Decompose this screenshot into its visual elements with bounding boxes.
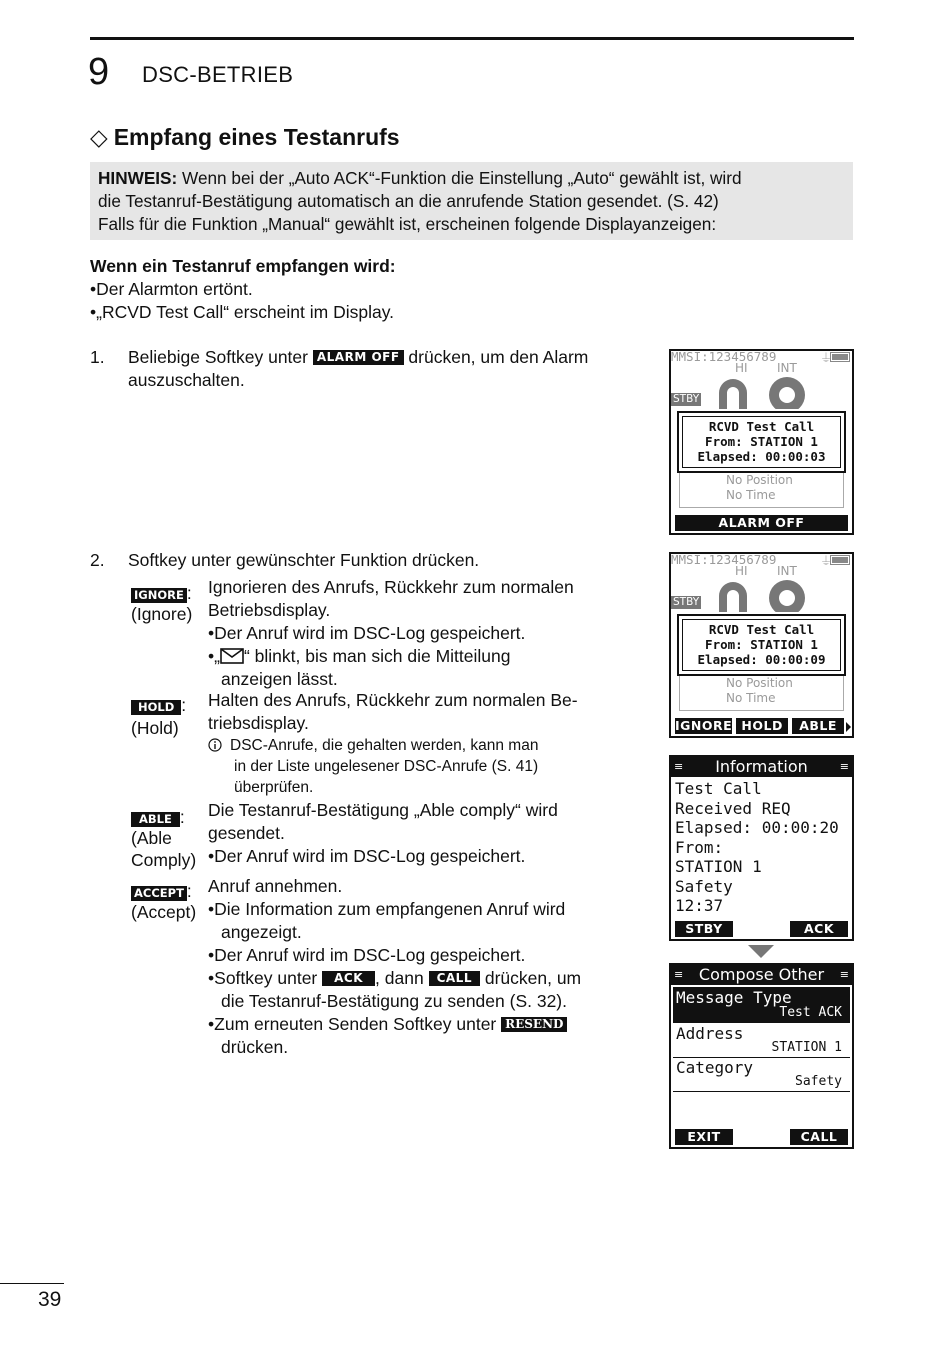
- information-lines: [671, 777, 852, 916]
- mmsi-label: MMSI:123456789: [671, 552, 777, 567]
- address-label: Address: [676, 1024, 744, 1043]
- softkey-stby[interactable]: STBY: [675, 921, 733, 937]
- hold-description: [208, 689, 648, 735]
- int-label: INT: [777, 361, 797, 375]
- no-position-label: No Position: [726, 473, 793, 487]
- header-rule: [90, 37, 854, 40]
- hold-info-1: DSC-Anrufe, die gehalten werden, kann man: [230, 737, 539, 754]
- note-label: HINWEIS:: [98, 168, 178, 188]
- softkey-bar: [675, 921, 848, 937]
- section-title-text: Empfang eines Testanrufs: [113, 124, 400, 150]
- popup-line-2: From: STATION 1: [705, 637, 818, 652]
- down-arrow-icon: [748, 945, 774, 958]
- stby-badge: STBY: [673, 393, 700, 405]
- message-type-value: Test ACK: [779, 1005, 842, 1020]
- softkey-bar: [675, 718, 844, 734]
- ignore-quote-open: „: [214, 646, 220, 666]
- no-time-label: No Time: [726, 691, 776, 705]
- step-1-before: Beliebige Softkey unter: [128, 347, 308, 367]
- received-bullet-2: „RCVD Test Call“ erscheint im Display.: [96, 302, 395, 322]
- channel-digits-icon: [715, 578, 815, 612]
- category-value: Safety: [795, 1074, 842, 1089]
- softkey-hold[interactable]: HOLD: [736, 718, 788, 734]
- note-line-3: Falls für die Funktion „Manual“ gewählt ist, erscheinen folgende Displayanzeigen:: [98, 214, 717, 234]
- category-label: Category: [676, 1058, 754, 1077]
- hi-label: HI: [735, 361, 748, 375]
- softkey-ignore[interactable]: IGNORE: [675, 718, 733, 733]
- resend-key: RESEND: [501, 1017, 567, 1032]
- antenna-icon: ⏚: [819, 351, 832, 365]
- received-heading: Wenn ein Testanruf empfangen wird:: [90, 256, 396, 276]
- accept-bullet-1: Die Information zum empfangenen Anruf wird: [214, 899, 566, 919]
- softkey-bar: [675, 515, 848, 531]
- no-time-label: No Time: [726, 488, 776, 502]
- accept-bullet-3a: Softkey unter: [214, 968, 318, 988]
- chapter-number: 9: [88, 51, 110, 93]
- info-line: From:: [675, 837, 724, 857]
- channel-digits-icon: [715, 375, 815, 409]
- hold-line-2: triebsdisplay.: [208, 713, 309, 733]
- compose-title: Compose Other: [698, 965, 825, 984]
- accept-bullet-4a: Zum erneuten Senden Softkey unter: [214, 1014, 497, 1034]
- able-description: Die Testanruf-Bestätigung „Able comply“ wird gesendet. •Der Anruf wird im DSC-Log gespeichert.: [208, 799, 648, 868]
- category-row[interactable]: [673, 1057, 850, 1092]
- received-bullet-1: Der Alarmton ertönt.: [96, 279, 253, 299]
- compose-titlebar: [671, 965, 852, 985]
- ignore-key: IGNORE: [131, 588, 187, 603]
- received-bullets: •Der Alarmton ertönt. •„RCVD Test Call“ erscheint im Display.: [90, 279, 395, 322]
- info-line: Received REQ: [675, 798, 791, 818]
- faded-position: [679, 473, 844, 508]
- section-title: [90, 124, 400, 151]
- rcvd-popup: [677, 614, 846, 676]
- accept-bullet-3c: drücken, um: [484, 968, 582, 988]
- able-key: ABLE: [131, 812, 180, 827]
- step-1-after: drücken, um den Alarm: [408, 347, 589, 367]
- able-caption-1: (Able: [131, 828, 172, 848]
- softkey-alarm-off[interactable]: ALARM OFF: [675, 515, 848, 531]
- address-value: STATION 1: [771, 1040, 842, 1055]
- message-type-label: Message Type: [676, 988, 792, 1007]
- info-line: Elapsed: 00:00:20: [675, 818, 839, 837]
- envelope-icon: [220, 648, 244, 664]
- mmsi-label: MMSI:123456789: [671, 349, 777, 364]
- step-1-number: 1.: [90, 347, 105, 367]
- accept-bullet-4-cont: drücken.: [221, 1037, 289, 1057]
- step-1-text: [128, 346, 648, 392]
- hold-info-2: in der Liste ungelesener DSC-Anrufe (S. 41): [234, 758, 539, 775]
- info-line: Safety: [675, 876, 733, 896]
- hold-caption: (Hold): [131, 718, 179, 738]
- message-type-row[interactable]: [673, 987, 850, 1023]
- rcvd-popup: [677, 411, 846, 473]
- able-caption-2: Comply): [131, 850, 197, 870]
- ignore-description: Ignorieren des Anrufs, Rückkehr zum normalen Betriebsdisplay. •Der Anruf wird im DSC-Log gespeichert. •„ “ blinkt, bis man sich die Mitteilung anzeigen lässt.: [208, 576, 648, 691]
- accept-key-item: ACCEPT :: [131, 880, 192, 903]
- accept-caption: (Accept): [131, 902, 197, 922]
- popup-line-3: Elapsed: 00:00:03: [697, 449, 826, 464]
- diamond-icon: ◇: [90, 124, 108, 150]
- popup-line-1: RCVD Test Call: [708, 419, 815, 434]
- address-row[interactable]: [673, 1023, 850, 1058]
- ignore-bullet-2: “ blinkt, bis man sich die Mitteilung: [243, 646, 511, 666]
- able-bullet-1: Der Anruf wird im DSC-Log gespeichert.: [214, 846, 526, 866]
- accept-description: Anruf annehmen. •Die Information zum empfangenen Anruf wird angezeigt. •Der Anruf wird im DSC-Log gespeichert. •Softkey unter ACK , dann CALL drücken, um die Testanruf-Bestätigung zu senden (S. 32). •Zum erneuten Senden Softkey unter RESEND drücken.: [208, 875, 653, 1059]
- lcd-screen-compose: [669, 963, 854, 1149]
- info-line: 12:37: [675, 896, 724, 915]
- int-label: INT: [777, 564, 797, 578]
- footer-rule: [0, 1283, 64, 1284]
- softkey-able[interactable]: ABLE: [792, 718, 844, 734]
- ignore-line-2: Betriebsdisplay.: [208, 600, 331, 620]
- battery-icon: [830, 352, 850, 362]
- stby-badge: STBY: [673, 596, 700, 608]
- info-icon: [208, 738, 222, 752]
- hold-line-1: Halten des Anrufs, Rückkehr zum normalen Be-: [208, 690, 578, 710]
- popup-line-3: Elapsed: 00:00:09: [697, 652, 826, 667]
- hold-info-3: überprüfen.: [234, 779, 314, 796]
- accept-bullet-1-cont: angezeigt.: [221, 922, 302, 942]
- ack-key: ACK: [322, 971, 375, 986]
- more-arrow-icon: [846, 722, 851, 732]
- ignore-bullet-1: Der Anruf wird im DSC-Log gespeichert.: [214, 623, 526, 643]
- information-title: Information: [715, 757, 808, 776]
- ignore-key-item: IGNORE :: [131, 582, 192, 605]
- softkey-exit[interactable]: EXIT: [675, 1129, 733, 1145]
- alarm-off-key: ALARM OFF: [313, 350, 404, 365]
- battery-icon: [830, 555, 850, 565]
- ignore-bullet-2-cont: anzeigen lässt.: [221, 669, 338, 689]
- no-position-label: No Position: [726, 676, 793, 690]
- ignore-caption: (Ignore): [131, 604, 193, 624]
- information-titlebar: [671, 757, 852, 777]
- hold-key-item: HOLD :: [131, 694, 186, 717]
- popup-line-2: From: STATION 1: [705, 434, 818, 449]
- info-line: Test Call: [675, 779, 762, 798]
- note-line-2: die Testanruf-Bestätigung automatisch an die anrufende Station gesendet. (S. 42): [98, 191, 719, 211]
- step-2-number: 2.: [90, 550, 105, 570]
- able-line-2: gesendet.: [208, 823, 285, 843]
- hi-label: HI: [735, 564, 748, 578]
- step-2-text: Softkey unter gewünschter Funktion drücken.: [128, 550, 480, 570]
- accept-bullet-3b: , dann: [375, 968, 424, 988]
- softkey-ack[interactable]: ACK: [790, 921, 848, 937]
- menu-icon: ≡: [674, 760, 684, 773]
- accept-bullet-3-cont: die Testanruf-Bestätigung zu senden (S. 32).: [221, 991, 568, 1011]
- softkey-call[interactable]: CALL: [790, 1129, 848, 1145]
- menu-icon: ≡: [674, 968, 684, 981]
- page-number: 39: [38, 1288, 62, 1311]
- able-key-item: ABLE :: [131, 806, 185, 829]
- popup-line-1: RCVD Test Call: [708, 622, 815, 637]
- able-line-1: Die Testanruf-Bestätigung „Able comply“ wird: [208, 800, 558, 820]
- accept-bullet-2: Der Anruf wird im DSC-Log gespeichert.: [214, 945, 526, 965]
- lcd-screen-information: [669, 755, 854, 941]
- note-box: [90, 162, 853, 240]
- hold-key: HOLD: [131, 700, 181, 715]
- note-line-1: Wenn bei der „Auto ACK“-Funktion die Einstellung „Auto“ gewählt ist, wird: [182, 168, 742, 188]
- lcd-screen-options: [669, 552, 854, 738]
- menu-icon: ≡: [839, 760, 849, 773]
- chapter-title: DSC-BETRIEB: [142, 62, 294, 87]
- step-1-line-2: auszuschalten.: [128, 370, 245, 390]
- antenna-icon: ⏚: [819, 554, 832, 568]
- call-key: CALL: [429, 971, 480, 986]
- info-line: STATION 1: [675, 857, 762, 876]
- menu-icon: ≡: [839, 968, 849, 981]
- softkey-bar: [675, 1129, 848, 1145]
- accept-key: ACCEPT: [131, 886, 187, 901]
- faded-position: [679, 676, 844, 711]
- lcd-screen-alarm: [669, 349, 854, 535]
- ignore-line-1: Ignorieren des Anrufs, Rückkehr zum normalen: [208, 577, 574, 597]
- hold-info: [208, 735, 628, 798]
- accept-line-1: Anruf annehmen.: [208, 876, 343, 896]
